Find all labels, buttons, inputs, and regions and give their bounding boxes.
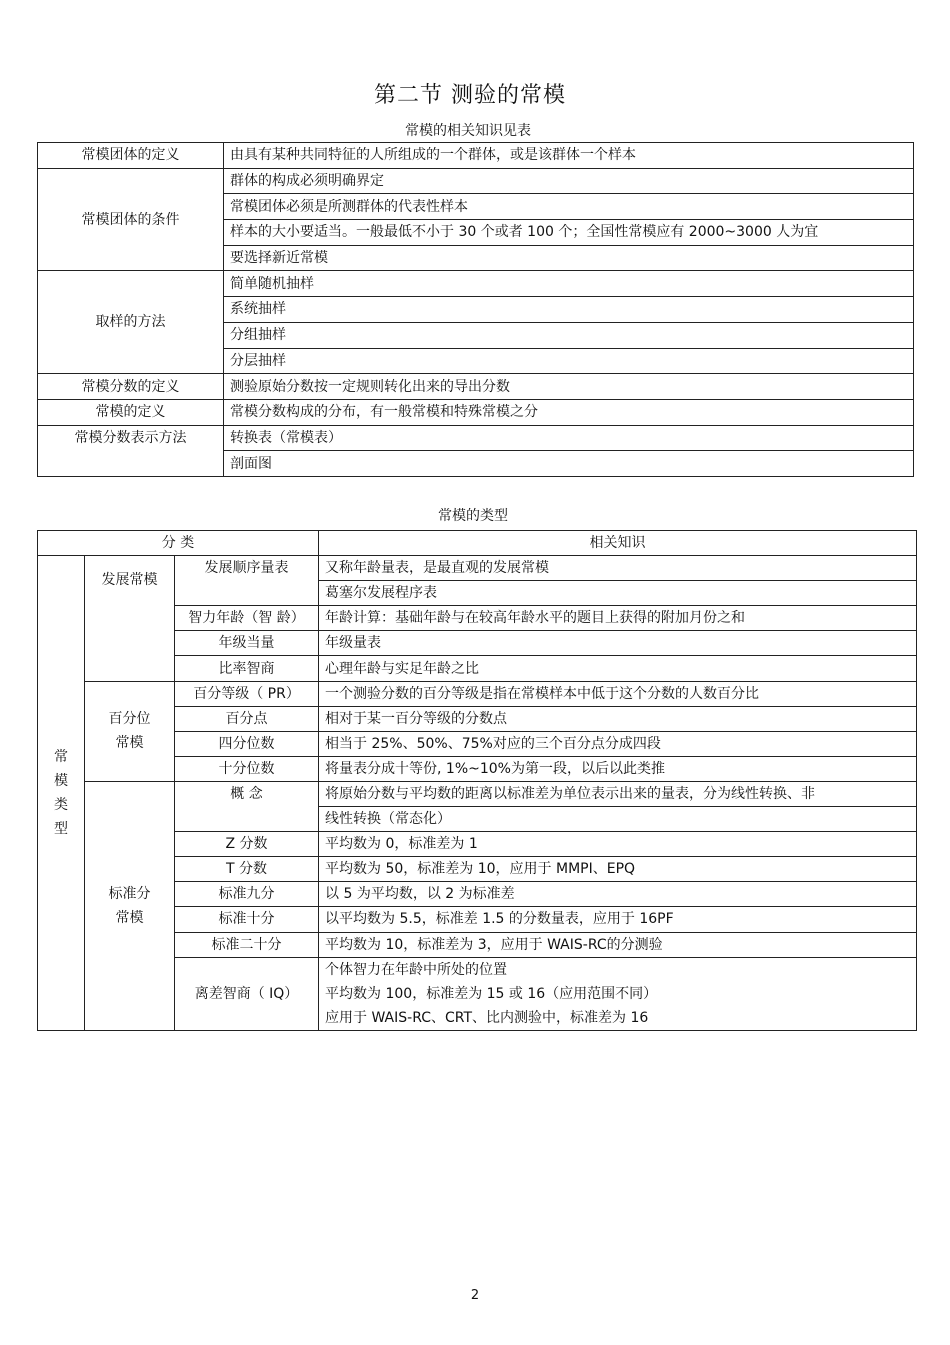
row-text: 简单随机抽样 [224, 271, 914, 297]
table1-caption: 常模的相关知识见表 [405, 123, 531, 139]
norm-text: 葛塞尔发展程序表 [319, 581, 917, 606]
header-category: 分 类 [38, 531, 319, 556]
norm-text: 一个测验分数的百分等级是指在常模样本中低于这个分数的人数百分比 [319, 681, 917, 706]
norm-text: 相对于某一百分等级的分数点 [319, 706, 917, 731]
norm-text: 线性转换（常态化） [319, 807, 917, 832]
norm-text: 年龄计算：基础年龄与在较高年龄水平的题目上获得的附加月份之和 [319, 606, 917, 631]
row-text: 分层抽样 [224, 348, 914, 374]
table-row [38, 271, 914, 297]
norm-name: 离差智商（ IQ） [175, 957, 319, 1030]
row-text: 转换表（常模表） [224, 425, 914, 451]
row-text: 分组抽样 [224, 322, 914, 348]
row-label: 常模团体的条件 [38, 168, 224, 271]
vertical-char: 类 [54, 796, 68, 813]
page-title: 第二节 测验的常模 [374, 83, 566, 108]
std-norm-label [85, 781, 175, 1030]
label-line: 标准分 [108, 885, 151, 902]
page-number: 2 [470, 1288, 480, 1303]
norm-name: 发展顺序量表 [175, 556, 319, 606]
label-line: 常模 [115, 909, 144, 926]
norm-text: 年级量表 [319, 631, 917, 656]
norm-name: T 分数 [175, 857, 319, 882]
norm-text: 相当于 25%、50%、75%对应的三个百分点分成四段 [319, 731, 917, 756]
norm-knowledge-table [37, 142, 914, 477]
dev-norm-label: 发展常模 [85, 556, 175, 681]
row-label: 常模分数的定义 [38, 374, 224, 400]
table2-caption: 常模的类型 [438, 508, 508, 524]
norm-name: 标准十分 [175, 907, 319, 932]
row-text: 剖面图 [224, 451, 914, 477]
table-row [38, 374, 914, 400]
row-label: 取样的方法 [38, 271, 224, 374]
norm-name: 智力年龄（智 龄） [175, 606, 319, 631]
norm-types-label [38, 556, 85, 1031]
norm-name: 百分点 [175, 706, 319, 731]
row-text: 由具有某种共同特征的人所组成的一个群体，或是该群体一个样本 [224, 143, 914, 169]
norm-name: 比率智商 [175, 656, 319, 681]
text-line: 应用于 WAIS-RC、CRT、比内测验中，标准差为 16 [325, 1009, 649, 1026]
text-line: 平均数为 100，标准差为 15 或 16（应用范围不同） [325, 985, 658, 1002]
text-line: 个体智力在年龄中所处的位置 [325, 961, 508, 978]
row-text: 样本的大小要适当。一般最低不小于 30 个或者 100 个；全国性常模应有 2000~3000 人为宜 [224, 220, 914, 246]
table-row [38, 781, 917, 806]
norm-name: 十分位数 [175, 756, 319, 781]
row-label: 常模团体的定义 [38, 143, 224, 169]
row-text: 群体的构成必须明确界定 [224, 168, 914, 194]
norm-types-table [37, 530, 917, 1031]
row-text: 常模团体必须是所测群体的代表性样本 [224, 194, 914, 220]
row-text: 要选择新近常模 [224, 245, 914, 271]
norm-text: 将原始分数与平均数的距离以标准差为单位表示出来的量表，分为线性转换、非 [319, 781, 917, 806]
row-text: 测验原始分数按一定规则转化出来的导出分数 [224, 374, 914, 400]
table-row [38, 425, 914, 451]
table-row [38, 681, 917, 706]
norm-text: 平均数为 10，标准差为 3，应用于 WAIS-RC的分测验 [319, 932, 917, 957]
norm-text: 又称年龄量表，是最直观的发展常模 [319, 556, 917, 581]
table-row [38, 168, 914, 194]
pct-norm-label [85, 681, 175, 781]
table-row [38, 143, 914, 169]
vertical-char: 型 [54, 820, 68, 837]
label-line: 常模 [115, 735, 144, 752]
norm-name: 百分等级（ PR） [175, 681, 319, 706]
vertical-char: 常 [54, 748, 68, 765]
norm-name: Z 分数 [175, 832, 319, 857]
norm-text: 以平均数为 5.5，标准差 1.5 的分数量表，应用于 16PF [319, 907, 917, 932]
table-header-row [38, 531, 917, 556]
table-row [38, 399, 914, 425]
norm-name: 年级当量 [175, 631, 319, 656]
norm-text: 平均数为 0，标准差为 1 [319, 832, 917, 857]
row-label: 常模的定义 [38, 399, 224, 425]
norm-text: 将量表分成十等份, 1%~10%为第一段，以后以此类推 [319, 756, 917, 781]
vertical-char: 模 [54, 772, 68, 789]
norm-name: 概 念 [175, 781, 319, 831]
norm-name: 标准九分 [175, 882, 319, 907]
norm-text: 平均数为 50，标准差为 10，应用于 MMPI、EPQ [319, 857, 917, 882]
norm-name: 标准二十分 [175, 932, 319, 957]
norm-text: 以 5 为平均数，以 2 为标准差 [319, 882, 917, 907]
label-line: 百分位 [108, 711, 151, 728]
norm-text: 心理年龄与实足年龄之比 [319, 656, 917, 681]
row-text: 系统抽样 [224, 297, 914, 323]
row-text: 常模分数构成的分布，有一般常模和特殊常模之分 [224, 399, 914, 425]
table-row [38, 556, 917, 581]
header-knowledge: 相关知识 [319, 531, 917, 556]
row-label: 常模分数表示方法 [38, 425, 224, 476]
norm-text [319, 957, 917, 1030]
norm-name: 四分位数 [175, 731, 319, 756]
